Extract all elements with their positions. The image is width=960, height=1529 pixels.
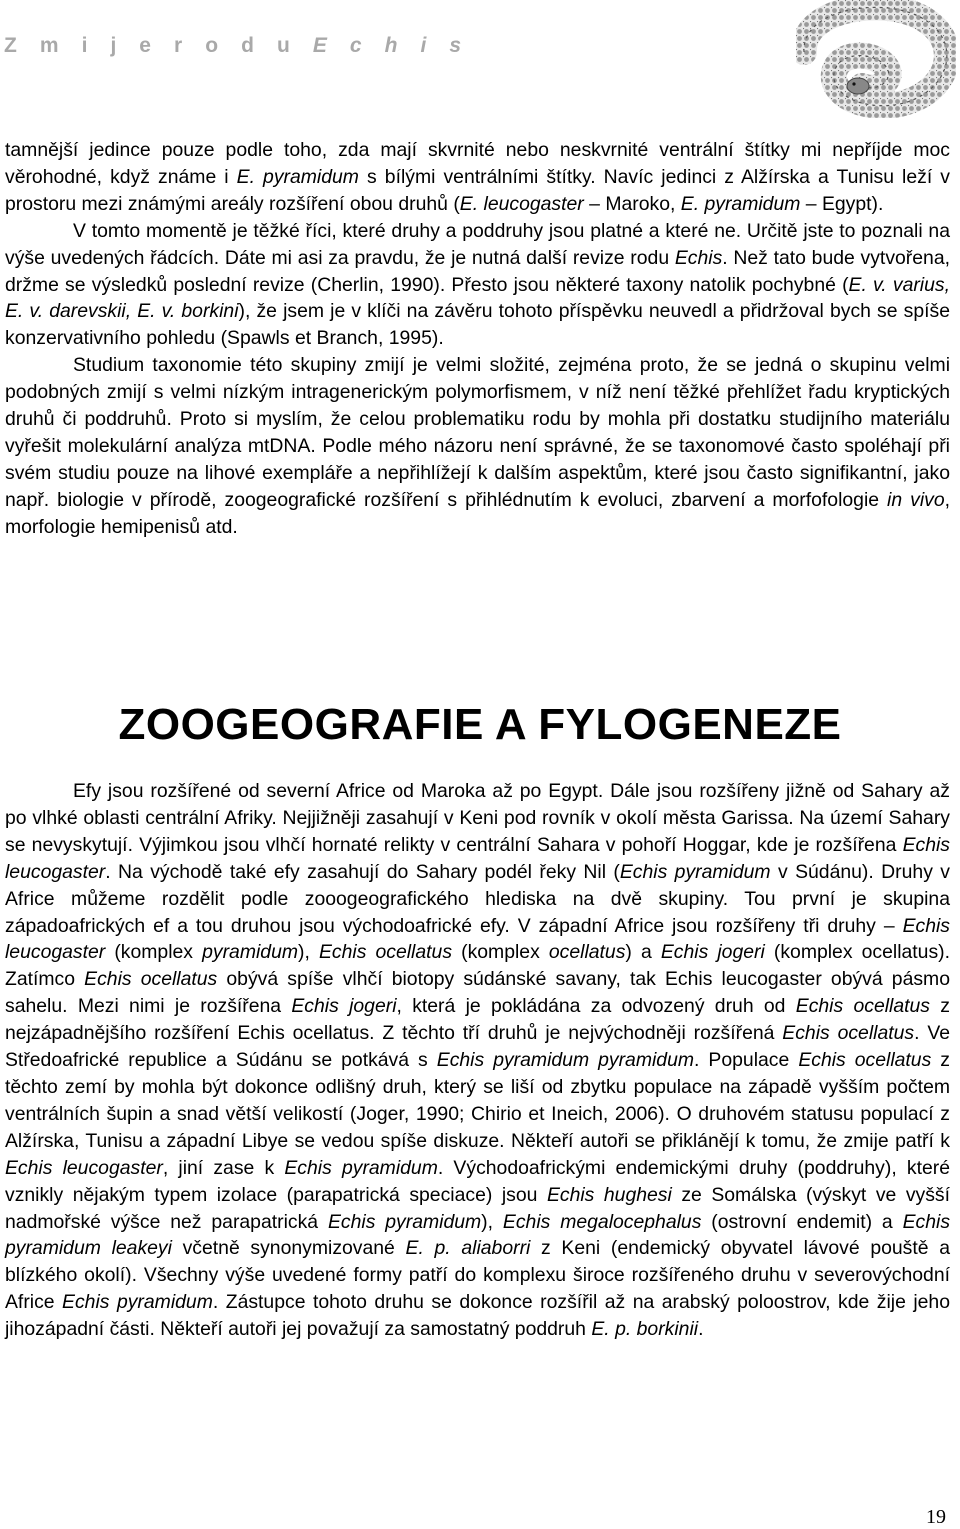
text-run: ), bbox=[481, 1210, 503, 1233]
italic-run: Echis megalocephalus bbox=[502, 1210, 702, 1233]
italic-run: Echis pyramidum bbox=[284, 1156, 438, 1179]
text-run: obývá spíše vlhčí biotopy súdánské savany, tak Echis leucogaster obývá pásmo sahelu. Mezi nimi je rozšířena bbox=[5, 968, 950, 1018]
text-run: ), bbox=[298, 941, 319, 964]
running-header-plain: Z m i j e r o d u bbox=[4, 34, 313, 57]
text-run: – Egypt). bbox=[800, 192, 884, 215]
italic-run: Echis pyramidum bbox=[327, 1210, 482, 1233]
text-run: Studium taxonomie této skupiny zmijí je velmi složité, zejména proto, že se jedná o skupinu velmi podobných zmijí s velmi nízkým intragenerickým polymorfismem, v níž není těžké přehlížet řadu kryptických druhů či poddruhů. Proto si myslím, že celou problematiku rodu by mohla při dostatku studijního materiálu vyřešit molekulární analýza mtDNA. Podle mého názoru není správné, že se taxonomové často spoléhají při svém studiu pouze na lihové exempláře a nepřihlížejí k dalším aspektům, které jsou často signifikantní, jako např. biologie v přírodě, zoogeografické rozšíření s přihlédnutím k evoluci, zbarvení a morfofologie bbox=[5, 354, 950, 511]
text-run: v Súdánu). Druhy v Africe můžeme rozdělit podle zooogeografického hlediska na dvě skupiny. Tou první je skupina západoafrických ef a tou druhou jsou východoafrické efy. V západní Africe jsou rozšířeny tři druhy – bbox=[5, 860, 950, 937]
text-run: s bílými ventrálními štítky. Navíc jedinci z Alžírska a Tunisu leží v prostoru mezi známými areály rozšíření obou druhů ( bbox=[5, 165, 950, 215]
italic-run: Echis pyramidum leakeyi bbox=[5, 1210, 951, 1260]
italic-run: Echis leucogaster bbox=[5, 1156, 163, 1179]
text-run: , morfologie hemipenisů atd. bbox=[5, 488, 950, 538]
paragraph bbox=[5, 352, 950, 540]
italic-run: Echis jogeri bbox=[660, 941, 765, 964]
text-run: V tomto momentě je těžké říci, které druhy a poddruhy jsou platné a které ne. Určitě jste to poznali na výše uvedených řádcích. Dáte mi asi za pravdu, že je nutná další revize rodu bbox=[5, 219, 950, 269]
running-header bbox=[4, 34, 470, 58]
italic-run: Echis leucogaster bbox=[5, 914, 950, 964]
italic-run: E. p. aliaborri bbox=[405, 1237, 531, 1260]
paragraph bbox=[5, 218, 950, 353]
text-run: ), že jsem je v klíči na závěru tohoto příspěvku neuvedl a přidržoval bych se spíše konzervativního pohledu (Spawls et Branch, 1995). bbox=[5, 300, 950, 350]
text-run: . Východoafrickými endemickými druhy (poddruhy), které vznikly nějakým typem izolace (parapatrická speciace) jsou bbox=[5, 1156, 950, 1206]
text-run: Efy jsou rozšířené od severní Africe od Maroka až po Egypt. Dále jsou rozšířeny jižně od Sahary až po vlhké oblasti centrální Afriky. Nejjižněji zasahují v Keni pod rovník v okolí města Garissa. Na území Sahary se nevyskytují. Výjimkou jsou vlhčí hornaté relikty v centrální Sahara v pohoří Hoggar, kde je rozšířena bbox=[5, 780, 950, 856]
italic-run: Echis ocellatus bbox=[798, 1049, 932, 1072]
italic-run: Echis ocellatus bbox=[782, 1022, 915, 1045]
text-run: – Maroko, bbox=[583, 192, 681, 215]
text-run: . Na východě také efy zasahují do Sahary podél řeky Nil ( bbox=[105, 860, 620, 883]
text-run: včetně synonymizované bbox=[171, 1237, 406, 1260]
italic-run: Echis hughesi bbox=[546, 1183, 672, 1206]
italic-run: Echis pyramidum bbox=[619, 860, 771, 883]
running-header-italic: E c h i s bbox=[312, 34, 470, 57]
text-run: ) a bbox=[625, 941, 661, 964]
italic-run: E. pyramidum bbox=[680, 192, 801, 215]
text-run: z Keni (endemický obyvatel lávové pouště a blízkého okolí). Všechny výše uvedené formy patří do komplexu široce rozšířeného druhu v severovýchodní Africe bbox=[5, 1237, 951, 1314]
text-run: , která je pokládána za odvozený druh od bbox=[396, 995, 796, 1018]
text-run: . Populace bbox=[694, 1049, 799, 1072]
text-run: . Zástupce tohoto druhu se dokonce rozšířil až na arabský poloostrov, kde žije jeho jihozápadní části. Někteří autoři jej považují za samostatný poddruh bbox=[5, 1291, 950, 1341]
italic-run: Echis ocellatus bbox=[318, 941, 453, 964]
text-run: (ostrovní endemit) a bbox=[701, 1210, 903, 1233]
italic-run: pyramidum bbox=[202, 941, 299, 964]
italic-run: in vivo bbox=[887, 488, 945, 511]
text-run: ze Somálska (výskyt ve vyšší nadmořské výšce než parapatrická bbox=[5, 1183, 951, 1233]
body-text-section-1 bbox=[5, 137, 950, 541]
italic-run: E. leucogaster bbox=[459, 192, 584, 215]
italic-run: ocellatus bbox=[548, 941, 626, 964]
italic-run: Echis bbox=[674, 246, 723, 269]
coiled-snake-icon bbox=[796, 0, 956, 118]
text-run: , jiní zase k bbox=[162, 1156, 285, 1179]
italic-run: E. p. borkinii bbox=[591, 1318, 699, 1341]
text-run: z nejzápadnějšího rozšíření Echis ocellatus. Z těchto tří druhů je nejvýchodněji rozšířená bbox=[5, 995, 950, 1045]
italic-run: Echis pyramidum pyramidum bbox=[436, 1049, 695, 1072]
text-run: tamnější jedince pouze podle toho, zda mají skvrnité nebo neskvrnité ventrální štítky mi nepříjde moc věrohodné, když známe i bbox=[5, 139, 950, 188]
italic-run: Echis pyramidum bbox=[62, 1291, 213, 1314]
paragraph bbox=[5, 778, 950, 1343]
text-run: . Než tato bude vytvořena, držme se výsledků poslední revize (Cherlin, 1990). Přesto jsou některé taxony natolik pochybné ( bbox=[5, 246, 950, 296]
text-run: . Ve Středoafrické republice a Súdánu se potkává s bbox=[5, 1022, 950, 1072]
paragraph bbox=[5, 137, 950, 218]
italic-run: Echis ocellatus bbox=[795, 995, 930, 1018]
text-run: z těchto zemí by mohla být dokonce odlišný druh, který se liší od zbytku populace na západě vyšším počtem ventrálních šupin a snad větší velikostí (Joger, 1990; Chirio et Ineich, 2006). O druhovém statusu populací z Alžírska, Tunisu a západní Libye se vedou spíše diskuze. Někteří autoři se přiklánějí k tomu, že zmije patří k bbox=[5, 1049, 950, 1152]
italic-run: E. pyramidum bbox=[236, 165, 359, 188]
text-run: . bbox=[698, 1318, 704, 1341]
text-run: (komplex bbox=[105, 941, 203, 964]
italic-run: Echis leucogaster bbox=[5, 833, 950, 883]
section-heading: ZOOGEOGRAFIE A FYLOGENEZE bbox=[118, 700, 842, 749]
page-number: 19 bbox=[926, 1506, 946, 1528]
italic-run: Echis jogeri bbox=[291, 995, 397, 1018]
text-run: (komplex ocellatus). Zatímco bbox=[5, 941, 951, 991]
italic-run: E. v. varius, E. v. darevskii, E. v. borkini bbox=[5, 273, 950, 323]
body-text-section-2 bbox=[5, 778, 950, 1343]
text-run: (komplex bbox=[452, 941, 549, 964]
italic-run: Echis ocellatus bbox=[84, 968, 218, 991]
